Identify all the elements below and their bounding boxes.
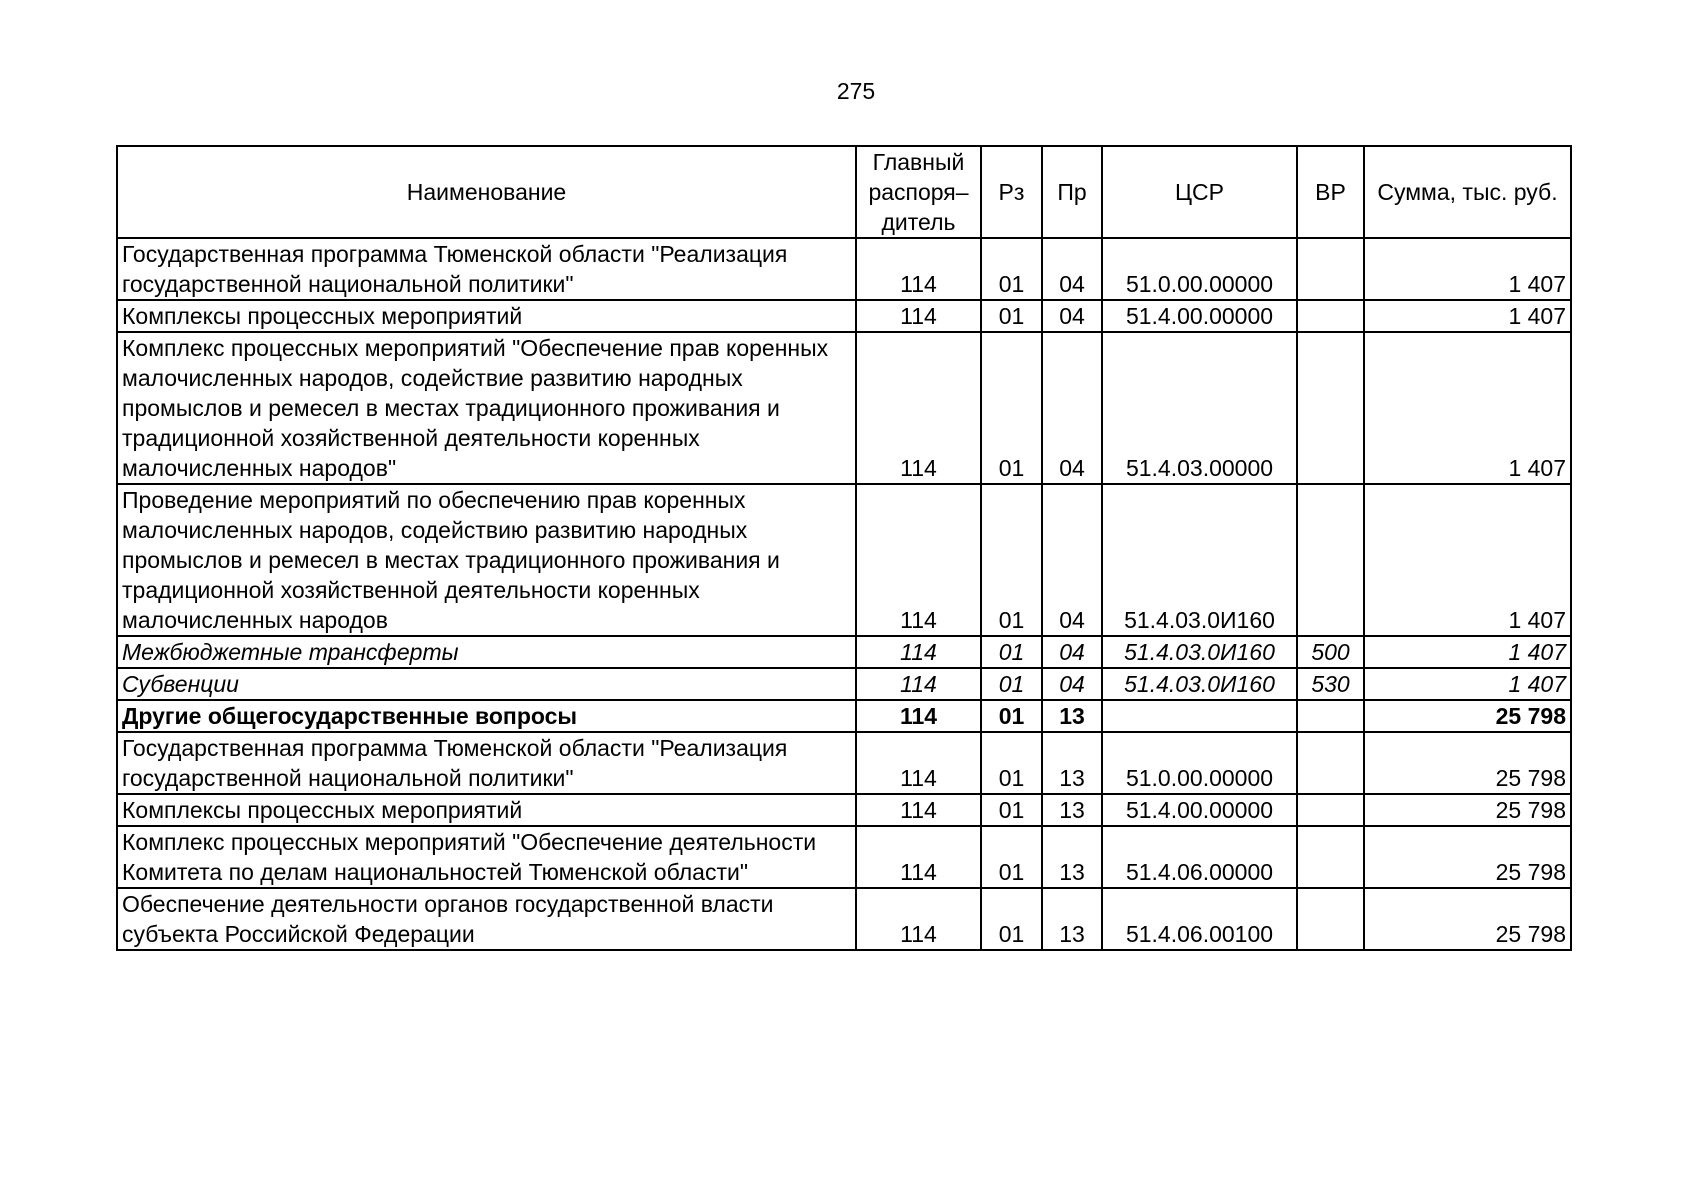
row-grbs: 114 <box>856 732 981 794</box>
table-row <box>117 636 1571 668</box>
budget-table <box>116 145 1572 951</box>
row-vr <box>1297 794 1364 826</box>
row-sum: 1 407 <box>1364 668 1571 700</box>
header-grbs: Главный распоря–дитель <box>856 146 981 238</box>
row-pr: 04 <box>1042 300 1102 332</box>
row-csr: 51.4.00.00000 <box>1102 300 1297 332</box>
row-pr: 04 <box>1042 484 1102 636</box>
row-csr: 51.4.06.00000 <box>1102 826 1297 888</box>
row-sum: 1 407 <box>1364 484 1571 636</box>
row-name: Субвенции <box>117 668 856 700</box>
row-pr: 13 <box>1042 700 1102 732</box>
table-header-row <box>117 146 1571 238</box>
header-vr: ВР <box>1297 146 1364 238</box>
row-name: Государственная программа Тюменской области "Реализация государственной национальной политики" <box>117 238 856 300</box>
row-name: Государственная программа Тюменской области "Реализация государственной национальной политики" <box>117 732 856 794</box>
row-csr: 51.4.06.00100 <box>1102 888 1297 950</box>
row-rz: 01 <box>981 332 1042 484</box>
row-grbs: 114 <box>856 668 981 700</box>
row-sum: 25 798 <box>1364 888 1571 950</box>
row-vr: 530 <box>1297 668 1364 700</box>
row-vr <box>1297 888 1364 950</box>
table-row <box>117 484 1571 636</box>
row-rz: 01 <box>981 700 1042 732</box>
row-grbs: 114 <box>856 484 981 636</box>
table-row <box>117 888 1571 950</box>
row-grbs: 114 <box>856 794 981 826</box>
row-rz: 01 <box>981 300 1042 332</box>
row-name: Комплекс процессных мероприятий "Обеспечение деятельности Комитета по делам национальностей Тюменской области" <box>117 826 856 888</box>
row-pr: 04 <box>1042 668 1102 700</box>
row-grbs: 114 <box>856 238 981 300</box>
row-vr <box>1297 484 1364 636</box>
row-csr: 51.0.00.00000 <box>1102 732 1297 794</box>
row-csr: 51.4.03.0И160 <box>1102 636 1297 668</box>
row-csr: 51.0.00.00000 <box>1102 238 1297 300</box>
row-pr: 04 <box>1042 636 1102 668</box>
row-csr: 51.4.03.0И160 <box>1102 668 1297 700</box>
row-grbs: 114 <box>856 636 981 668</box>
row-csr: 51.4.00.00000 <box>1102 794 1297 826</box>
row-pr: 13 <box>1042 826 1102 888</box>
table-row <box>117 332 1571 484</box>
row-sum: 1 407 <box>1364 332 1571 484</box>
row-rz: 01 <box>981 238 1042 300</box>
row-grbs: 114 <box>856 826 981 888</box>
row-csr: 51.4.03.00000 <box>1102 332 1297 484</box>
row-rz: 01 <box>981 636 1042 668</box>
table-row <box>117 300 1571 332</box>
header-name: Наименование <box>117 146 856 238</box>
row-grbs: 114 <box>856 332 981 484</box>
row-vr: 500 <box>1297 636 1364 668</box>
row-vr <box>1297 700 1364 732</box>
row-name: Другие общегосударственные вопросы <box>117 700 856 732</box>
table-row <box>117 238 1571 300</box>
row-sum: 25 798 <box>1364 826 1571 888</box>
row-name: Межбюджетные трансферты <box>117 636 856 668</box>
row-rz: 01 <box>981 668 1042 700</box>
row-sum: 25 798 <box>1364 732 1571 794</box>
row-name: Обеспечение деятельности органов государственной власти субъекта Российской Федерации <box>117 888 856 950</box>
table-row <box>117 794 1571 826</box>
row-csr <box>1102 700 1297 732</box>
row-pr: 13 <box>1042 794 1102 826</box>
row-rz: 01 <box>981 794 1042 826</box>
table-row <box>117 668 1571 700</box>
row-vr <box>1297 238 1364 300</box>
row-rz: 01 <box>981 826 1042 888</box>
row-name: Комплекс процессных мероприятий "Обеспечение прав коренных малочисленных народов, содействие развитию народных промыслов и ремесел в местах традиционного проживания и традиционной хозяйственной деятельности коренных малочисленных народов" <box>117 332 856 484</box>
row-rz: 01 <box>981 732 1042 794</box>
row-pr: 13 <box>1042 888 1102 950</box>
table-row <box>117 826 1571 888</box>
row-rz: 01 <box>981 888 1042 950</box>
row-pr: 04 <box>1042 332 1102 484</box>
header-sum: Сумма, тыс. руб. <box>1364 146 1571 238</box>
row-name: Проведение мероприятий по обеспечению прав коренных малочисленных народов, содействию развитию народных промыслов и ремесел в местах традиционного проживания и традиционной хозяйственной деятельности коренных малочисленных народов <box>117 484 856 636</box>
header-rz: Рз <box>981 146 1042 238</box>
row-name: Комплексы процессных мероприятий <box>117 300 856 332</box>
header-csr: ЦСР <box>1102 146 1297 238</box>
header-pr: Пр <box>1042 146 1102 238</box>
row-sum: 1 407 <box>1364 238 1571 300</box>
row-vr <box>1297 332 1364 484</box>
row-sum: 25 798 <box>1364 700 1571 732</box>
table-row <box>117 732 1571 794</box>
row-vr <box>1297 732 1364 794</box>
row-pr: 13 <box>1042 732 1102 794</box>
row-grbs: 114 <box>856 300 981 332</box>
row-csr: 51.4.03.0И160 <box>1102 484 1297 636</box>
row-grbs: 114 <box>856 700 981 732</box>
row-vr <box>1297 826 1364 888</box>
row-name: Комплексы процессных мероприятий <box>117 794 856 826</box>
row-pr: 04 <box>1042 238 1102 300</box>
row-sum: 25 798 <box>1364 794 1571 826</box>
table-row <box>117 700 1571 732</box>
row-sum: 1 407 <box>1364 300 1571 332</box>
row-rz: 01 <box>981 484 1042 636</box>
row-sum: 1 407 <box>1364 636 1571 668</box>
page-number: 275 <box>836 78 876 104</box>
row-vr <box>1297 300 1364 332</box>
row-grbs: 114 <box>856 888 981 950</box>
